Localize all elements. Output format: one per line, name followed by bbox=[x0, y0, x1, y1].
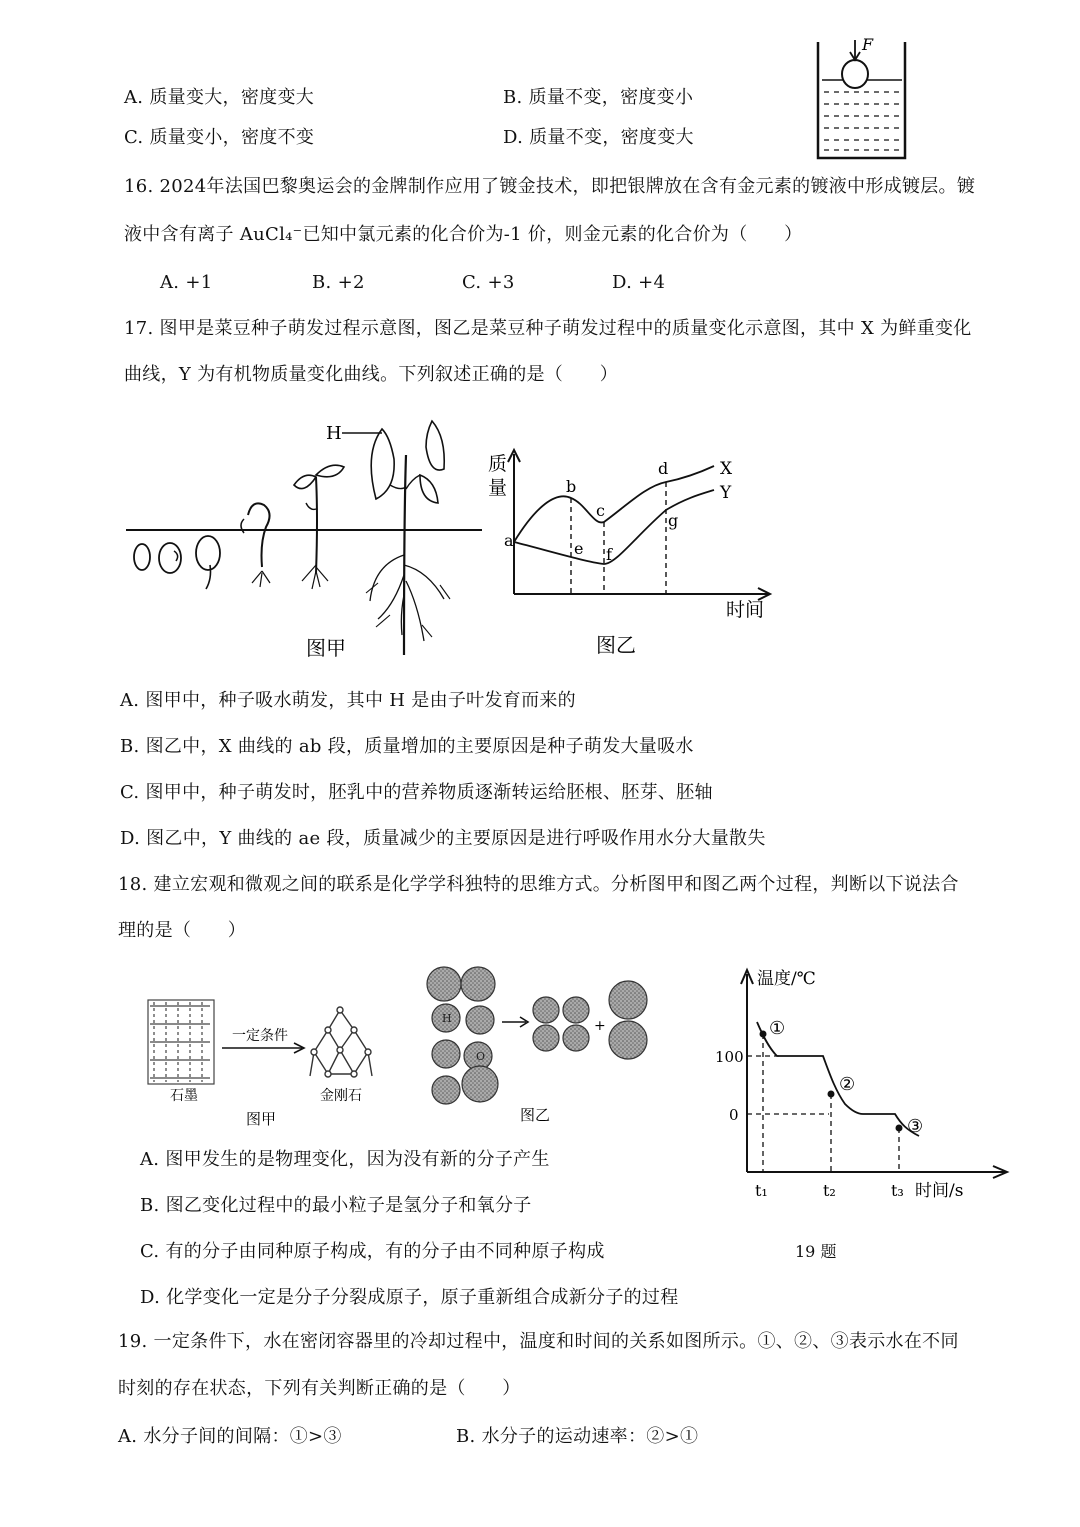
q18-fig-a-caption: 图甲 bbox=[246, 1110, 277, 1128]
graphite-diamond-figure bbox=[140, 996, 400, 1130]
q17-option-d: D. 图乙中，Y 曲线的 ae 段，质量减少的主要原因是进行呼吸作用水分大量散失 bbox=[120, 828, 766, 849]
curve-x-label: X bbox=[720, 459, 733, 479]
t1-label: t₁ bbox=[755, 1181, 768, 1200]
o-atom: O bbox=[476, 1050, 486, 1063]
t3-label: t₃ bbox=[891, 1181, 904, 1200]
point-g: g bbox=[668, 511, 679, 530]
q15-option-c: C. 质量变小，密度不变 bbox=[124, 127, 315, 148]
fig-a-caption: 图甲 bbox=[306, 636, 346, 660]
cooling-curve bbox=[757, 1022, 919, 1136]
curve-y bbox=[514, 490, 714, 564]
water-decomposition-figure bbox=[422, 960, 662, 1124]
q18-stem-line2: 理的是（ ） bbox=[118, 920, 247, 941]
q15-option-d: D. 质量不变，密度变大 bbox=[503, 127, 694, 148]
state-point-2 bbox=[828, 1091, 835, 1098]
point-e: e bbox=[574, 539, 584, 558]
q18-option-b: B. 图乙变化过程中的最小粒子是氢分子和氧分子 bbox=[140, 1195, 532, 1216]
q16-stem-line2: 液中含有离子 AuCl₄⁻已知中氯元素的化合价为-1 价，则金元素的化合价为（ ） bbox=[124, 224, 803, 245]
q18-stem-line1: 18. 建立宏观和微观之间的联系是化学学科独特的思维方式。分析图甲和图乙两个过程，判断以下说法合 bbox=[118, 874, 959, 895]
condition-label: 一定条件 bbox=[232, 1028, 288, 1044]
q17-stem-line2: 曲线，Y 为有机物质量变化曲线。下列叙述正确的是（ ） bbox=[124, 364, 619, 385]
bean-germination-figure bbox=[120, 415, 490, 665]
point-b: b bbox=[566, 477, 577, 496]
tick-0: 0 bbox=[729, 1106, 739, 1124]
tick-100: 100 bbox=[715, 1048, 744, 1066]
q17-option-b: B. 图乙中，X 曲线的 ab 段，质量增加的主要原因是种子萌发大量吸水 bbox=[120, 736, 694, 757]
q16-option-c: C. +3 bbox=[462, 272, 515, 293]
time-axis-label: 时间/s bbox=[915, 1181, 964, 1201]
diamond-label: 金刚石 bbox=[320, 1088, 362, 1104]
q19-stem-line1: 19. 一定条件下，水在密闭容器里的冷却过程中，温度和时间的关系如图所示。①、②、③表示水在不同 bbox=[118, 1331, 959, 1352]
q15-option-a: A. 质量变大，密度变大 bbox=[124, 87, 315, 108]
q15-option-b: B. 质量不变，密度变小 bbox=[503, 87, 694, 108]
q16-option-d: D. +4 bbox=[612, 272, 666, 293]
curve-y-label: Y bbox=[720, 483, 732, 503]
q19-option-a: A. 水分子间的间隔：①>③ bbox=[118, 1426, 342, 1447]
state-point-3 bbox=[896, 1125, 903, 1132]
x-label-time: 时间 bbox=[726, 599, 765, 621]
q16-option-a: A. +1 bbox=[160, 272, 213, 293]
state-2-label: ② bbox=[839, 1074, 856, 1095]
point-f: f bbox=[606, 545, 612, 564]
force-f-label: F bbox=[862, 35, 874, 54]
graphite-label: 石墨 bbox=[170, 1088, 198, 1104]
point-c: c bbox=[596, 501, 605, 520]
q18-option-c: C. 有的分子由同种原子构成，有的分子由不同种原子构成 bbox=[140, 1241, 605, 1262]
h-atom: H bbox=[442, 1012, 452, 1025]
temperature-axis-label: 温度/℃ bbox=[757, 969, 816, 989]
state-point-1 bbox=[760, 1031, 767, 1038]
y-label-1: 质 bbox=[488, 453, 508, 475]
q15-beaker-figure bbox=[812, 36, 912, 164]
curve-x bbox=[514, 466, 714, 542]
q18-option-d: D. 化学变化一定是分子分裂成原子，原子重新组合成新分子的过程 bbox=[140, 1287, 679, 1308]
q19-stem-line2: 时刻的存在状态，下列有关判断正确的是（ ） bbox=[118, 1378, 521, 1399]
state-1-label: ① bbox=[769, 1018, 786, 1039]
fig19-caption: 19 题 bbox=[795, 1242, 837, 1261]
h-label: H bbox=[326, 423, 342, 444]
mass-change-graph bbox=[486, 446, 786, 666]
q16-option-b: B. +2 bbox=[312, 272, 365, 293]
point-a: a bbox=[504, 531, 514, 550]
point-d: d bbox=[658, 459, 669, 478]
q17-stem-line1: 17. 图甲是菜豆种子萌发过程示意图，图乙是菜豆种子萌发过程中的质量变化示意图，其中 X 为鲜重变化 bbox=[124, 318, 972, 339]
q18-option-a: A. 图甲发生的是物理变化，因为没有新的分子产生 bbox=[140, 1149, 550, 1170]
svg-text:+: + bbox=[594, 1018, 606, 1034]
temperature-time-graph bbox=[705, 960, 1015, 1200]
state-3-label: ③ bbox=[907, 1116, 924, 1137]
q18-fig-b-caption: 图乙 bbox=[520, 1106, 551, 1124]
q17-option-a: A. 图甲中，种子吸水萌发，其中 H 是由子叶发育而来的 bbox=[120, 690, 576, 711]
q19-option-b: B. 水分子的运动速率：②>① bbox=[456, 1426, 699, 1447]
t2-label: t₂ bbox=[823, 1181, 836, 1200]
y-label-2: 量 bbox=[488, 477, 508, 499]
q17-option-c: C. 图甲中，种子萌发时，胚乳中的营养物质逐渐转运给胚根、胚芽、胚轴 bbox=[120, 782, 713, 803]
fig-b-caption: 图乙 bbox=[596, 633, 636, 657]
q16-stem-line1: 16. 2024年法国巴黎奥运会的金牌制作应用了镀金技术，即把银牌放在含有金元素的镀液中形成镀层。镀 bbox=[124, 176, 976, 197]
